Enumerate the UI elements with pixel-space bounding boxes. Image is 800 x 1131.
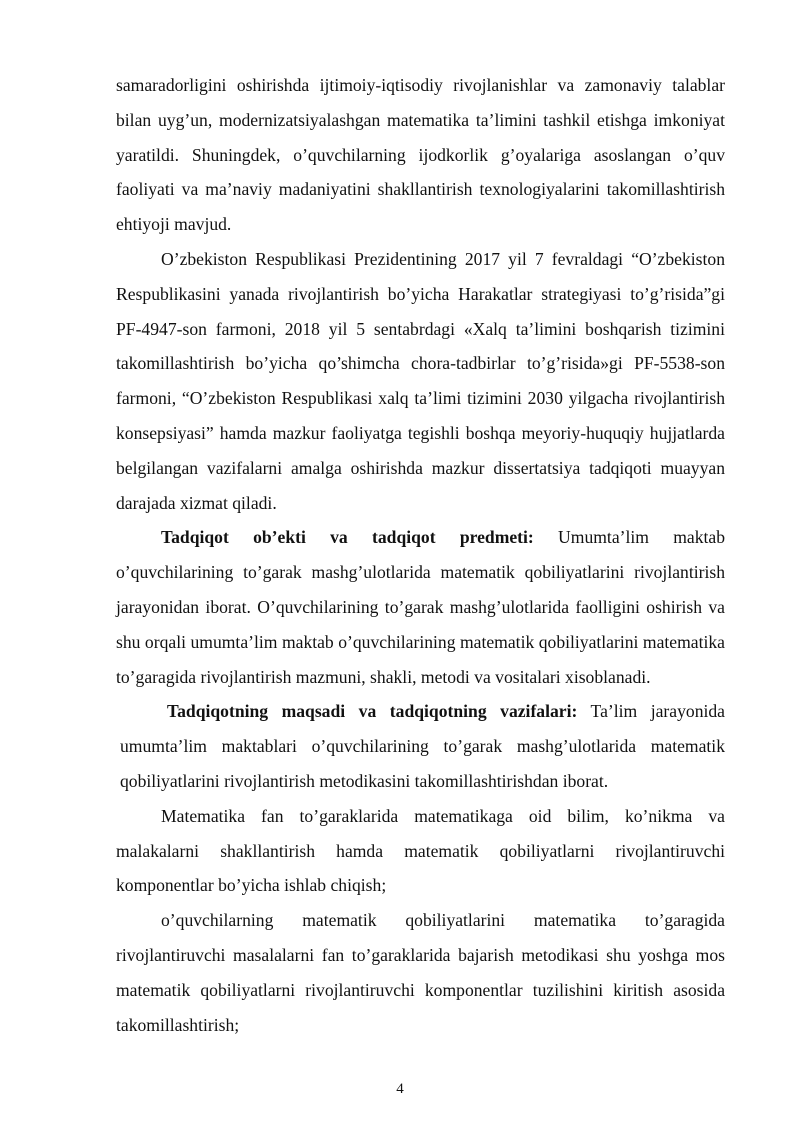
research-object-heading: Tadqiqot ob’ekti va tadqiqot predmeti:: [161, 527, 534, 548]
paragraph-task-one: Matematika fan to’garaklarida matematikaga oid bilim, ko’nikma va malakalarni shakllantirish hamda matematik qobiliyatlarni rivojlantiruvchi komponentlar bo’yicha ishlab chiqish;: [116, 805, 725, 896]
research-aim-heading: Tadqiqotning maqsadi va tadqiqotning vazifalari:: [167, 701, 578, 722]
paragraph-research-object: [116, 520, 725, 694]
research-object-text: Umumta’lim maktab o’quvchilarining to’garak mashg’ulotlarida matematik qobiliyatlarini rivojlantirish jarayonidan iborat. O’quvchilarining to’garak mashg’ulotlarida faolligini oshirish va shu orqali umumta’lim maktab o’quvchilarining matematik qobiliyatlarini matematika to’garagida rivojlantirish mazmuni, shakli, metodi va vositalari xisoblanadi.: [116, 527, 725, 687]
paragraph-intro-continuation: samaradorligini oshirishda ijtimoiy-iqtisodiy rivojlanishlar va zamonaviy talablar bilan uyg’un, modernizatsiyalashgan matematika ta’limini tashkil etishga imkoniyat yaratildi. Shuningdek, o’quvchilarning ijodkorlik g’oyalariga asoslangan o’quv faoliyati va ma’naviy madaniyatini shakllantirish texnologiyalarini takomillashtirish ehtiyoji mavjud.: [116, 75, 725, 235]
research-aim-text: Ta’lim jarayonida umumta’lim maktablari o’quvchilarining to’garak mashg’ulotlarida matematik qobiliyatlarini rivojlantirish metodikasini takomillashtirishdan iborat.: [120, 701, 725, 791]
page-number: 4: [396, 1081, 404, 1097]
paragraph-task-two: o’quvchilarning matematik qobiliyatlarini matematika to’garagida rivojlantiruvchi masalalarni fan to’garaklarida bajarish metodikasi shu yoshga mos matematik qobiliyatlarni rivojlantiruvchi komponentlar tuzilishini kiritish asosida takomillashtirish;: [116, 910, 725, 1035]
paragraph-research-aim: [120, 694, 725, 798]
paragraph-legal-basis: O’zbekiston Respublikasi Prezidentining 2017 yil 7 fevraldagi “O’zbekiston Respublikasini yanada rivojlantirish bo’yicha Harakatlar strategiyasi to’g’risida”gi PF-4947-son farmoni, 2018 yil 5 sentabrdagi «Xalq ta’limini boshqarish tizimini takomillashtirish bo’yicha qo’shimcha chora-tadbirlar to’g’risida»gi PF-5538-son farmoni, “O’zbekiston Respublikasi xalq ta’limi tizimini 2030 yilgacha rivojlantirish konsepsiyasi” hamda mazkur faoliyatga tegishli boshqa meyoriy-huquqiy hujjatlarda belgilangan vazifalarni amalga oshirishda mazkur dissertatsiya tadqiqoti muayyan darajada xizmat qiladi.: [116, 248, 725, 513]
document-page: [116, 68, 725, 1042]
